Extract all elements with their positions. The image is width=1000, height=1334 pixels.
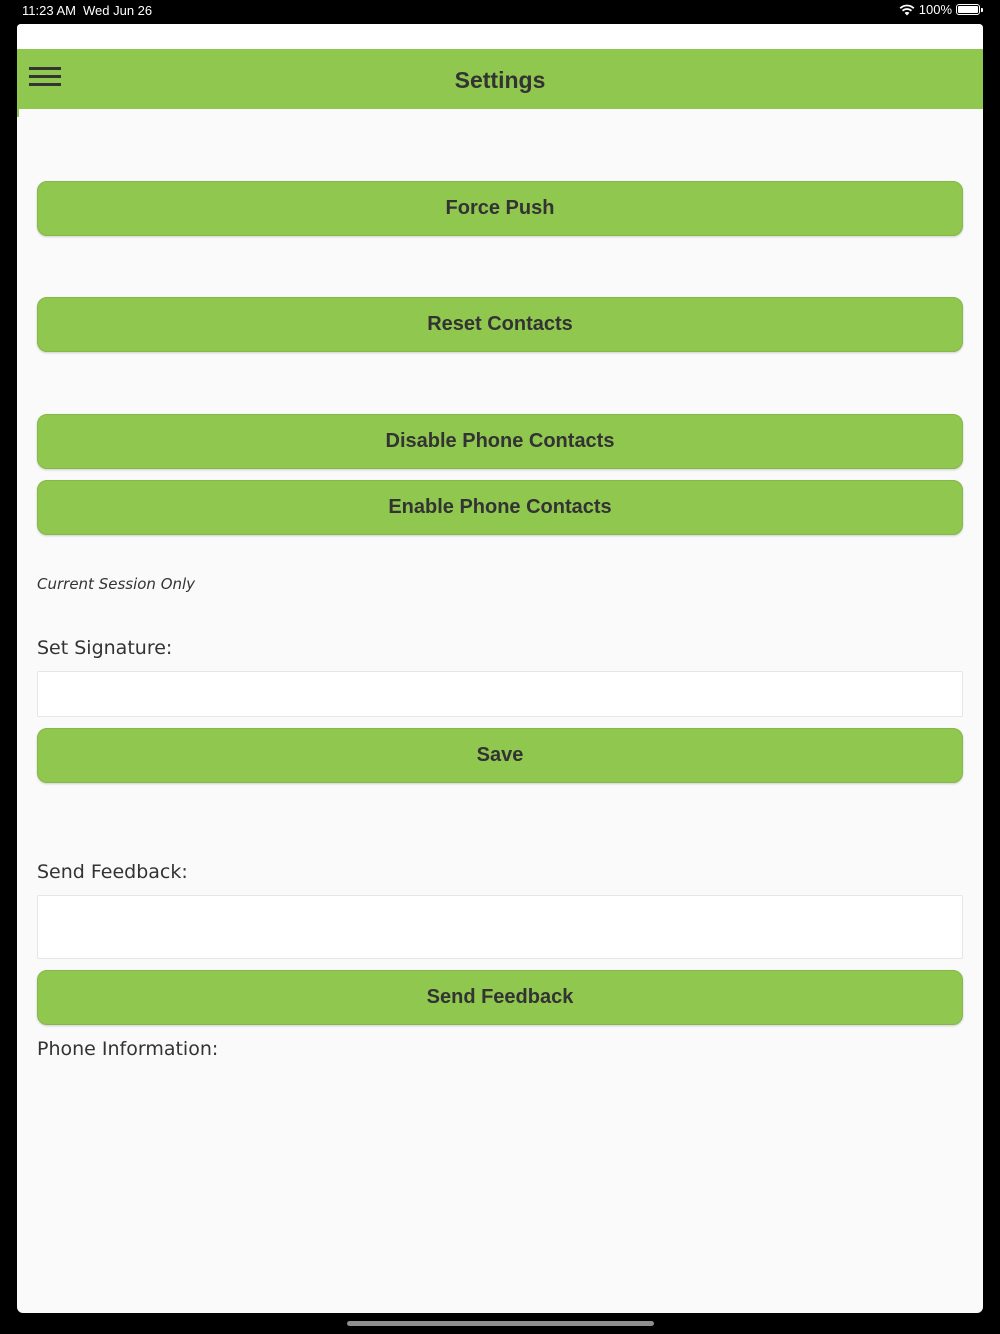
force-push-button[interactable]: Force Push	[37, 181, 963, 236]
hamburger-menu-icon[interactable]	[29, 67, 63, 91]
app-screen	[17, 24, 983, 1313]
save-button[interactable]: Save	[37, 728, 963, 783]
nav-accent	[17, 109, 19, 117]
feedback-label: Send Feedback:	[37, 861, 188, 883]
menu-line	[29, 67, 61, 70]
signature-input[interactable]	[37, 671, 963, 717]
send-feedback-button[interactable]: Send Feedback	[37, 970, 963, 1025]
battery-icon	[956, 4, 980, 15]
reset-contacts-button[interactable]: Reset Contacts	[37, 297, 963, 352]
menu-line	[29, 75, 61, 78]
navigation-bar	[17, 49, 983, 109]
menu-line	[29, 83, 61, 86]
status-bar	[0, 0, 1000, 22]
battery-fill	[958, 6, 978, 13]
session-note: Current Session Only	[37, 575, 196, 593]
wifi-icon	[899, 4, 915, 16]
phone-information-label: Phone Information:	[37, 1038, 219, 1060]
status-date: Wed Jun 26	[83, 3, 153, 18]
home-indicator[interactable]	[347, 1321, 654, 1326]
disable-phone-contacts-button[interactable]: Disable Phone Contacts	[37, 414, 963, 469]
status-time: 11:23 AM	[22, 3, 76, 18]
status-indicators	[899, 2, 980, 17]
top-strip	[17, 24, 983, 49]
enable-phone-contacts-button[interactable]: Enable Phone Contacts	[37, 480, 963, 535]
page-title: Settings	[454, 67, 546, 93]
battery-nub	[981, 8, 983, 12]
feedback-input[interactable]	[37, 895, 963, 959]
signature-label: Set Signature:	[37, 637, 173, 659]
battery-percentage: 100%	[918, 2, 952, 17]
